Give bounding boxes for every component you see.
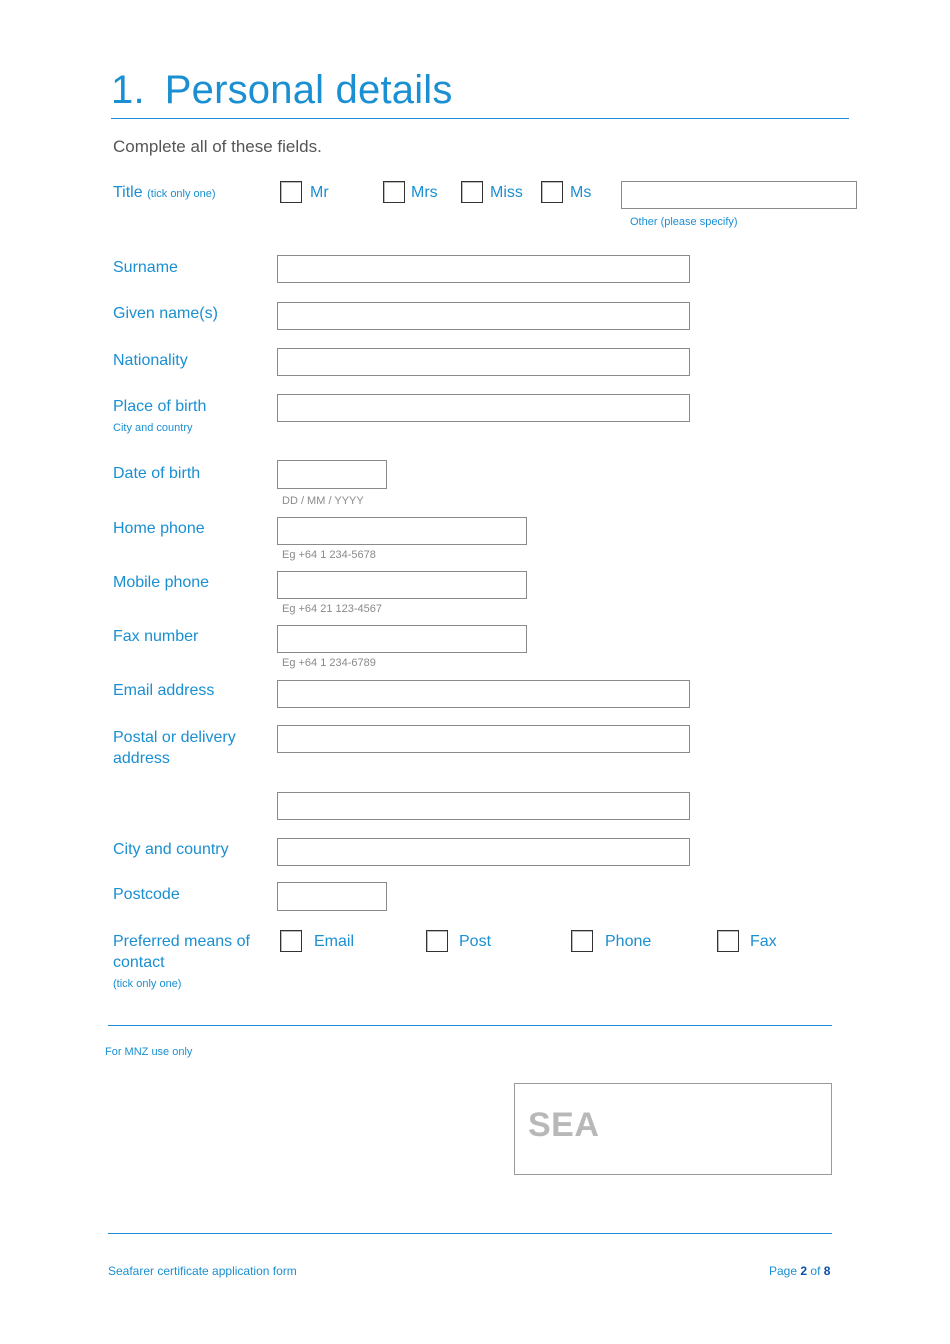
postal-address-input-line1[interactable] xyxy=(277,725,690,753)
title-other-hint: Other (please specify) xyxy=(630,216,738,228)
nationality-label: Nationality xyxy=(113,352,188,369)
sea-code: SEA xyxy=(528,1106,600,1144)
office-divider xyxy=(108,1025,832,1026)
postal-address-label-line1: Postal or delivery xyxy=(113,729,236,746)
footer-divider xyxy=(108,1233,832,1234)
title-mr-checkbox[interactable] xyxy=(280,181,302,203)
title-mr-label: Mr xyxy=(310,184,329,201)
title-divider xyxy=(111,118,849,119)
contact-post-checkbox[interactable] xyxy=(426,930,448,952)
place-of-birth-input[interactable] xyxy=(277,394,690,422)
contact-phone-label: Phone xyxy=(605,933,652,950)
date-of-birth-input[interactable] xyxy=(277,460,387,489)
postcode-label: Postcode xyxy=(113,886,180,903)
postal-address-input-line2[interactable] xyxy=(277,792,690,820)
title-ms-label: Ms xyxy=(570,184,592,201)
contact-email-label: Email xyxy=(314,933,355,950)
title-mrs-label: Mrs xyxy=(411,184,438,201)
home-phone-label: Home phone xyxy=(113,520,205,537)
postal-address-label-line2: address xyxy=(113,750,170,767)
contact-fax-label: Fax xyxy=(750,933,777,950)
contact-label-line2: contact xyxy=(113,954,165,971)
surname-label: Surname xyxy=(113,259,178,276)
intro-text: Complete all of these fields. xyxy=(113,137,322,156)
footer-page-number: Page 2 of 8 xyxy=(769,1264,831,1278)
page-title xyxy=(111,68,453,113)
title-sublabel: (tick only one) xyxy=(147,188,216,200)
section-number: 1. xyxy=(111,68,145,112)
contact-fax-checkbox[interactable] xyxy=(717,930,739,952)
mobile-phone-hint: Eg +64 21 123-4567 xyxy=(282,603,383,615)
postcode-input[interactable] xyxy=(277,882,387,911)
place-of-birth-sublabel: City and country xyxy=(113,422,193,434)
mobile-phone-input[interactable] xyxy=(277,571,527,599)
mobile-phone-label: Mobile phone xyxy=(113,574,210,591)
contact-post-label: Post xyxy=(459,933,492,950)
contact-email-checkbox[interactable] xyxy=(280,930,302,952)
contact-label-line1: Preferred means of xyxy=(113,933,250,950)
city-country-label: City and country xyxy=(113,841,229,858)
date-of-birth-hint: DD / MM / YYYY xyxy=(282,495,364,507)
fax-number-label: Fax number xyxy=(113,628,199,645)
section-title: Personal details xyxy=(164,68,453,112)
contact-phone-checkbox[interactable] xyxy=(571,930,593,952)
fax-number-hint: Eg +64 1 234-6789 xyxy=(282,657,376,669)
contact-sublabel: (tick only one) xyxy=(113,978,182,990)
sea-code-box xyxy=(514,1083,832,1175)
title-miss-label: Miss xyxy=(490,184,523,201)
email-address-input[interactable] xyxy=(277,680,690,708)
given-names-input[interactable] xyxy=(277,302,690,330)
surname-input[interactable] xyxy=(277,255,690,283)
title-other-input[interactable] xyxy=(621,181,857,209)
fax-number-input[interactable] xyxy=(277,625,527,653)
mnz-use-label: For MNZ use only xyxy=(105,1046,193,1058)
given-names-label: Given name(s) xyxy=(113,305,218,322)
title-mrs-checkbox[interactable] xyxy=(383,181,405,203)
date-of-birth-label: Date of birth xyxy=(113,465,201,482)
home-phone-hint: Eg +64 1 234-5678 xyxy=(282,549,376,561)
home-phone-input[interactable] xyxy=(277,517,527,545)
city-country-input[interactable] xyxy=(277,838,690,866)
nationality-input[interactable] xyxy=(277,348,690,376)
email-address-label: Email address xyxy=(113,682,215,699)
title-miss-checkbox[interactable] xyxy=(461,181,483,203)
place-of-birth-label: Place of birth xyxy=(113,398,207,415)
title-label: Title (tick only one) xyxy=(113,184,216,201)
footer-form-name: Seafarer certificate application form xyxy=(108,1264,297,1278)
title-ms-checkbox[interactable] xyxy=(541,181,563,203)
